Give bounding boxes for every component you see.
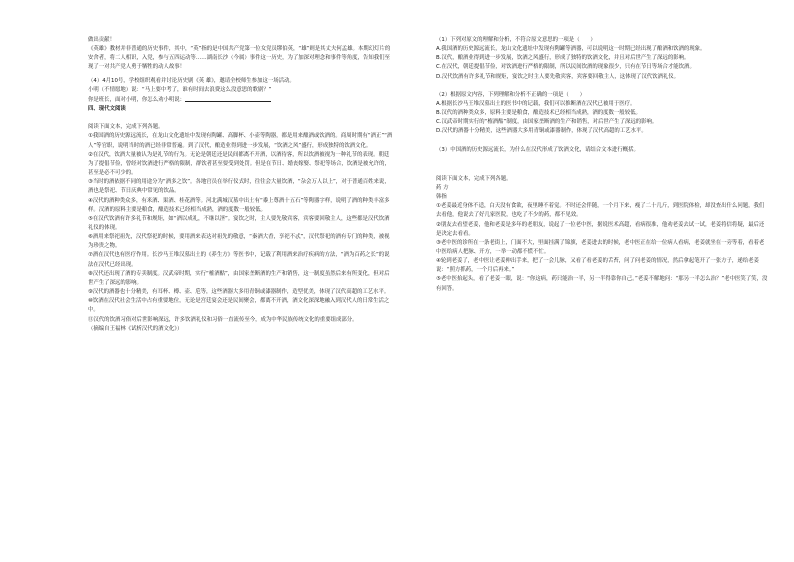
question-1-options — [436, 45, 769, 82]
article-paragraph: ⑩饮酒在汉代社会生活中占有重要地位，无论是宫廷宴会还是民间聚会，都离不开酒，酒文化深深地融入到汉代人的日常生活之中。 — [88, 298, 390, 314]
article-paragraph: ⑥酒用来祭祀祖先，汉代祭祀的时候，要用酒来表达对祖先的敬意，“秦酒大香，享祀不忒”，汉代祭祀的酒有专门的种类，被视为珍贵之物。 — [88, 234, 390, 250]
answer-option: C.在汉代，朝廷提倡节俭，对饮酒进行严格的限制，所以民间饮酒的现象很少，只有在节日等场合才能饮酒。 — [436, 64, 695, 71]
reading-instruction: 阅读下面文本，完成下列各题。 — [88, 124, 164, 131]
story-paragraph: ②朋友去看望老姜，他和老姜是多年的老朋友，说起了一位老中医，据说医术高超，看病很准，他劝老姜去试一试，老姜将信将疑，最后还是决定去看看。 — [436, 221, 765, 237]
article-paragraph: ②在汉代，饮酒大量被认为是礼节的行为。无论是朝廷还是民间都离不开酒，以酒待客，所以饮酒被视为一种礼节的表现。朝廷为了提倡节俭，曾经对饮酒进行严格的限制，群饮者甚至要受到处罚。但是在节日、婚丧嫁娶、祭祀等场合，饮酒是被允许的，甚至是必不可少的。 — [88, 151, 390, 177]
intro-paragraph: 《英雄》教材并非普通的历史事件，其中，“英”指的是中国共产党第一位女党员缪伯英，“雄”则是其丈夫何孟雄。本期幻灯片的安舍者，将二人相识，入党，参与五四运动等……湖南长沙（今属）事件这一历史，为了加深对理念和事件等角度，告知我们至现了一对共产党人勇于牺牲的动人故事！ — [88, 46, 391, 71]
section-title: 四、现代文阅读 — [88, 106, 126, 113]
question-2-options — [436, 100, 769, 137]
story-body — [436, 202, 769, 294]
article-paragraph: ⑤在汉代饮酒有许多礼节和规矩，如“酒以成礼，不继以淫”。宴饮之时，主人要先敬宾客，宾客要回敬主人，这些都是汉代饮酒礼仪的体现。 — [88, 215, 390, 231]
answer-option: A.我国酒的历史源远流长，龙山文化遗址中发现有陶罐等酒器，可以说明这一时期已经出现了酿酒和饮酒的现象。 — [436, 46, 706, 53]
answer-option: C.汉武帝时期实行的“榷酒酤”制度，由国家垄断酒的生产和销售，对后世产生了深远的影响。 — [436, 119, 658, 126]
article-paragraph: ①我国酒的历史源远流长，在龙山文化遗址中发现有陶罐、高脚杯、小壶等陶器，都是用来酿酒或饮酒的。商周时期有“酒正”“酒人”等官职，说明当时的酒已经非常普遍。到了汉代，酿造业得到进一步发展，“饮酒之风”盛行，形成独特的饮酒文化。 — [88, 133, 393, 149]
question-3-stem: （3）中国酒的历史源远流长，为什么在汉代形成了饮酒文化，请结合文本进行概括。 — [436, 146, 639, 153]
question-4-prompt: 你是班长，面对小明，你怎么劝小明说： — [88, 96, 186, 103]
story-paragraph: ①老姜最近身体不适，白天没有食欲，夜里睡不着觉。不时还会伴随，一个月下来，瘦了二十几斤，到医院体检，却没查出什么问题，我们去看他，他说去了好几家医院，也吃了不少的药，都不见效。 — [436, 203, 765, 219]
article-paragraph: ③当时的酒依据不同的用途分为“酒多之饮”。各地官员在举行仪式时，往往会大量饮酒，“杂会万人以上”，对于普通百姓来说，酒也是祭祀、节日庆典中常见的饮品。 — [88, 179, 390, 195]
article-paragraph: ⑦酒在汉代也有医疗作用。长沙马王堆汉墓出土的《养生方》等医书中，记载了利用酒来治疗疾病的方法，“酒为百药之长”的说法在汉代已经出现。 — [88, 252, 390, 268]
answer-option: B.汉代的酒种类众多，原料主要是粮食，酿造技术已经相当成熟，酒的度数一般较低。 — [436, 110, 641, 117]
answer-option: D.汉代饮酒有许多礼节和规矩，宴饮之时主人要先敬宾客，宾客要回敬主人，这体现了汉代饮酒礼仪。 — [436, 73, 680, 80]
answer-option: A.根据长沙马王堆汉墓出土的医书中的记载，我们可以推断酒在汉代已被用于医疗。 — [436, 100, 636, 107]
question-4-line-1: （4）4月10号，学校组织观看并讨论历史剧《英 雄》，邀请全校师生参加这一场活动。 — [88, 77, 295, 84]
answer-option: B.汉代，酿酒业得到进一步发展，饮酒之风盛行，形成了独特的饮酒文化，并且对后世产生了深远的影响。 — [436, 55, 690, 62]
story-paragraph: ③老中医的诊所在一条老街上，门面不大，里面挂满了锦旗，老姜进去的时候，老中医正在给一位病人看病，老姜就坐在一旁等着，看着老中医给病人把脉、开方，一举一动都不慌不忙。 — [436, 239, 765, 255]
article-source: （摘编自王福林《试析汉代的酒文化》） — [88, 325, 183, 332]
question-4-line-2: 小明（不情愿地）说：“马上要中考了，谁有时间去浪费这么没意思的歌剧？” — [88, 86, 272, 93]
question-4-line-3 — [88, 95, 393, 105]
article-paragraph: ⑧汉代还出现了酒的专卖制度。汉武帝时期，实行“榷酒酤”，由国家垄断酒的生产和销售，这一制度虽然后来有所变化，但对后世产生了深远的影响。 — [88, 270, 390, 286]
left-column — [88, 36, 393, 334]
story-author: 韩指 — [436, 194, 447, 201]
answer-option: D.汉代的酒器十分精美，这些酒器大多用青铜或漆器制作，体现了汉代高超的工艺水平。 — [436, 128, 647, 135]
article-paragraph: ⑪汉代的饮酒习俗对后世影响深远，许多饮酒礼仪和习俗一直流传至今，成为中华民族传统文化的重要组成部分。 — [88, 316, 358, 323]
story-paragraph: ⑤老中医抬起头，看了老姜一眼，说：“你这病，药只能治一半，另一半得靠你自己。”老姜不解地问：“那另一半怎么治？”老中医笑了笑，没有回答。 — [436, 276, 768, 292]
article-paragraph: ⑨汉代的酒器也十分精美，有耳杯、樽、壶、卮等，这些酒器大多用青铜或漆器制作，造型优美，体现了汉代高超的工艺水平。 — [88, 289, 390, 296]
story-paragraph: ④轮到老姜了，老中医让老姜伸出手来，把了一会儿脉，又看了看老姜的舌苔，问了问老姜的情况，然后拿起笔开了一张方子，递给老姜说：“照方抓药，一个月后再来。” — [436, 258, 759, 274]
question-2-stem: （2）根据原文内容，下列理解和分析不正确的一项是（ ） — [436, 91, 585, 98]
intro-tail: 做出贡献！ — [88, 37, 115, 43]
article-body — [88, 132, 393, 324]
question-1-stem: （1）下列对原文的理解和分析，不符合原文意思的一项是（ ） — [436, 37, 596, 43]
answer-blank[interactable] — [185, 95, 271, 102]
article-paragraph: ④汉代的酒种类众多，有米酒、果酒、桂花酒等。河北满城汉墓中出土有“黍上尊酒十五石”等陶器字样，说明了酒的种类丰富多样。汉酒的原料主要是粮食，酿造技术已经相当成熟，酒的度数一般较低。 — [88, 197, 390, 213]
reading-instruction-2: 阅读下面文本，完成下列各题。 — [436, 175, 512, 182]
right-column — [436, 36, 769, 294]
story-title: 药 方 — [436, 184, 449, 191]
